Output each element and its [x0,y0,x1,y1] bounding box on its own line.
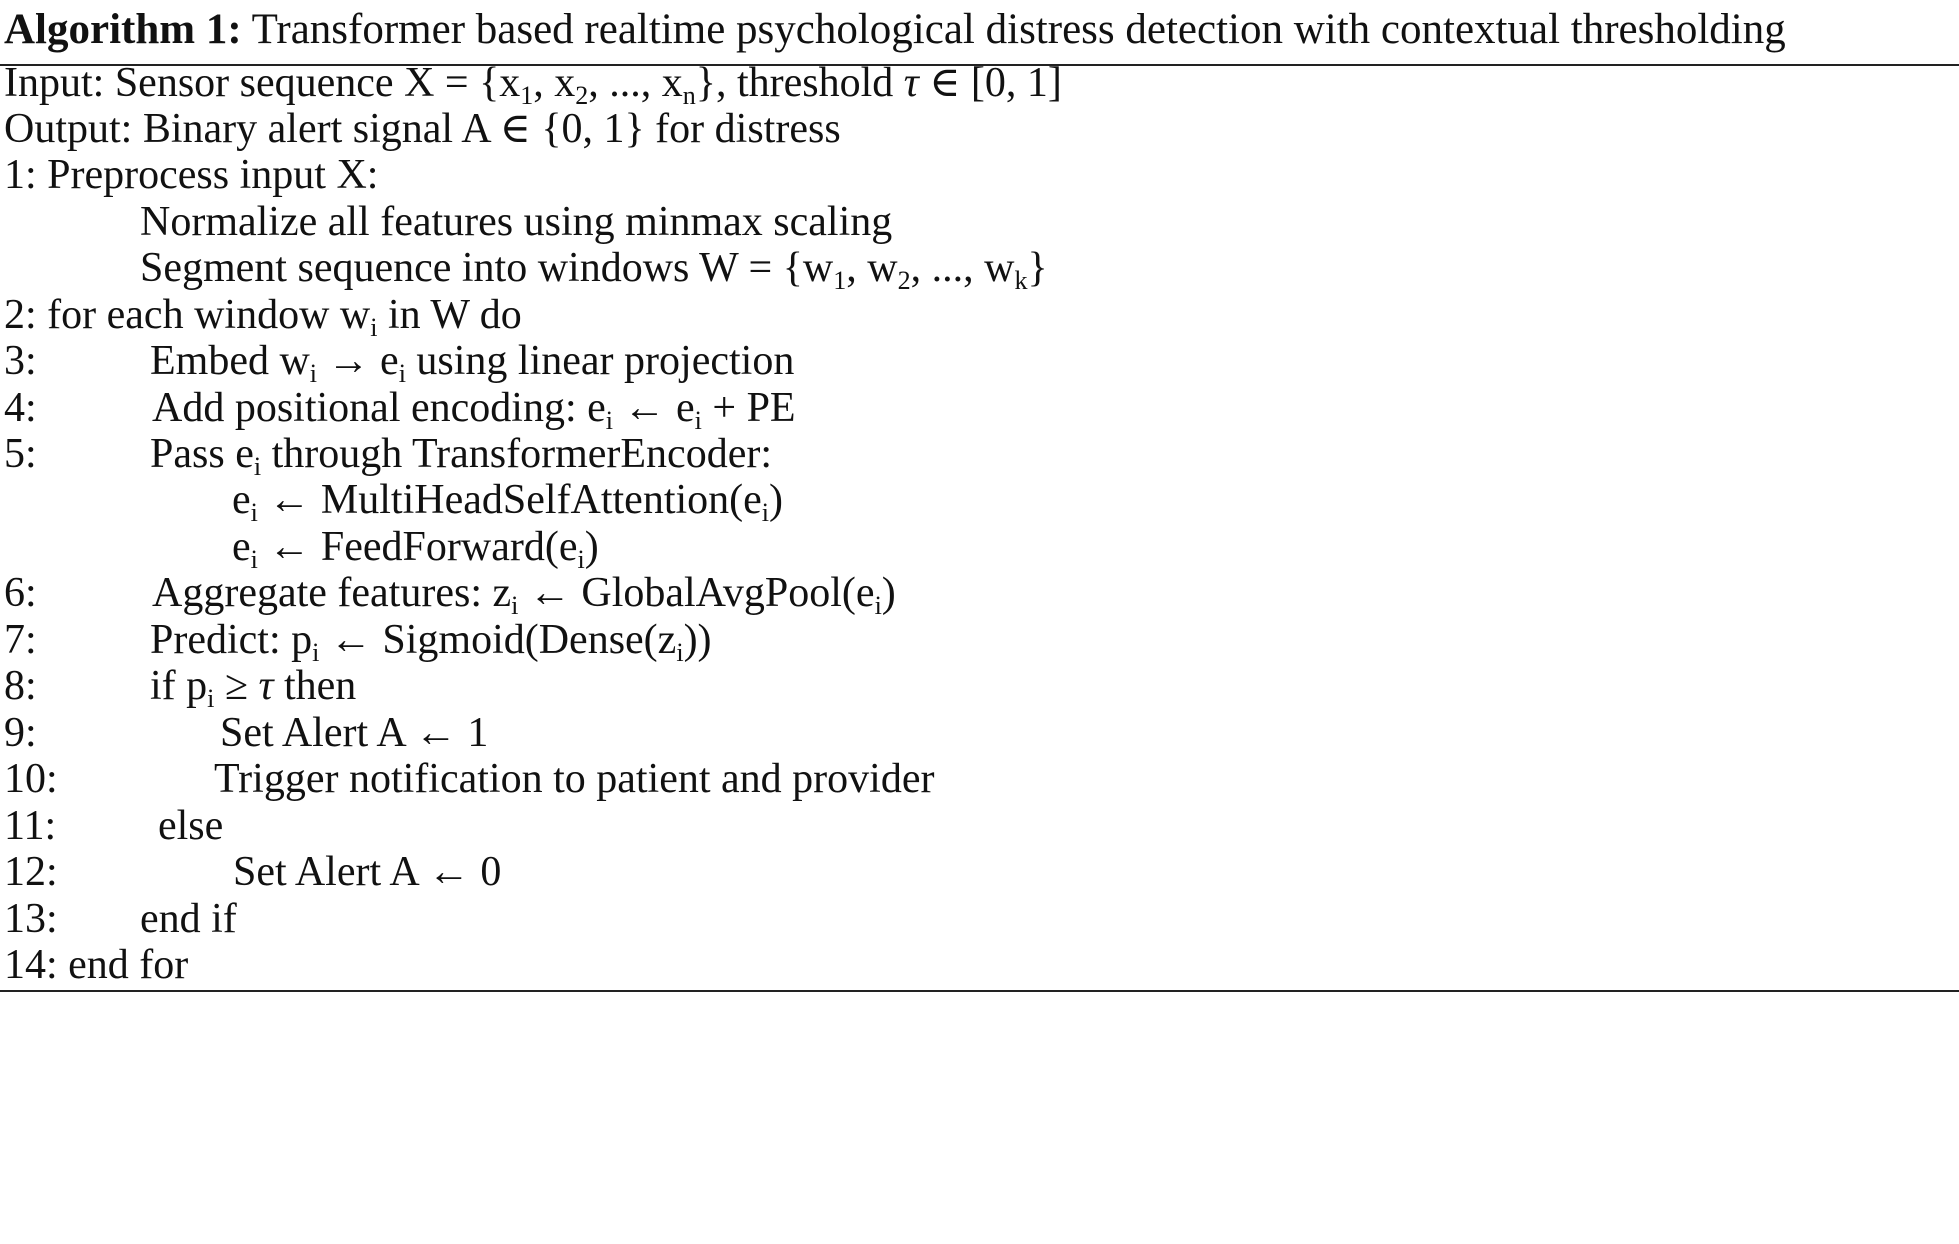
line-number: 12: [4,849,58,895]
line-number: 9: [4,710,37,756]
output-text: Output: Binary alert signal A ∈ {0, 1} for distress [4,106,841,152]
tau-symbol: τ [903,60,919,106]
line-number: 4: [4,385,37,431]
line-number: 10: [4,756,58,802]
line-number: 8: [4,663,37,709]
bottom-rule [0,990,1959,992]
line-number: 5: [4,431,37,477]
algorithm-title [4,0,1954,60]
algorithm-block: Algorithm 1: Transformer based realtime psychological distress detection with contextual thresholding Input: Sensor sequence $X = \{x_1$, $x_2$, ..., $x_n$}, threshold τ ∈ [0, 1] Output: Binary alert signal A ∈ {0, 1} for distress 1: Preprocess input X: Normalize all features using minmax scaling Segment sequence into windows $W = \{w_1$, $w_2$, ..., $w_k$} 2: for each window $w_i$ in W do 3: Embed $w_i \to e_i$ using linear projection 4: Add positional encoding: $e_i$ ← $e_i$ + PE 5: Pass $e_i$ through TransformerEncoder: $e_i$ ← $MultiHeadSelfAttention(e_i)$ $e_i$ ← $FeedForward(e_i)$ 6: Aggregate features: $z_i$ ← $GlobalAvgPool(e_i)$ 7: Predict: $p_i$ ← $Sigmoid(Dense(z_i))$ 8: if $p_i \ge \tau$ then 9: Set Alert A ← 1 10: Trigger notification to patient and provider 11: else 12: Set Alert A ← 0 13: end if 14: end for [0,0,1959,1244]
line-number: 6: [4,570,37,616]
line-number: 3: [4,338,37,384]
algorithm-label: Algorithm 1: [4,6,242,53]
line-number: 13: [4,896,58,942]
tau-symbol: τ [258,663,274,709]
line-number: 11: [4,803,57,849]
line-number: 7: [4,617,37,663]
algorithm-title-text: Transformer based realtime psychological distress detection with contextual thresholding [251,6,1786,53]
input-text: Input: Sensor sequence $X = \{x_1$, $x_2$, ..., $x_n$}, threshold τ ∈ [0, 1] [4,60,1062,110]
